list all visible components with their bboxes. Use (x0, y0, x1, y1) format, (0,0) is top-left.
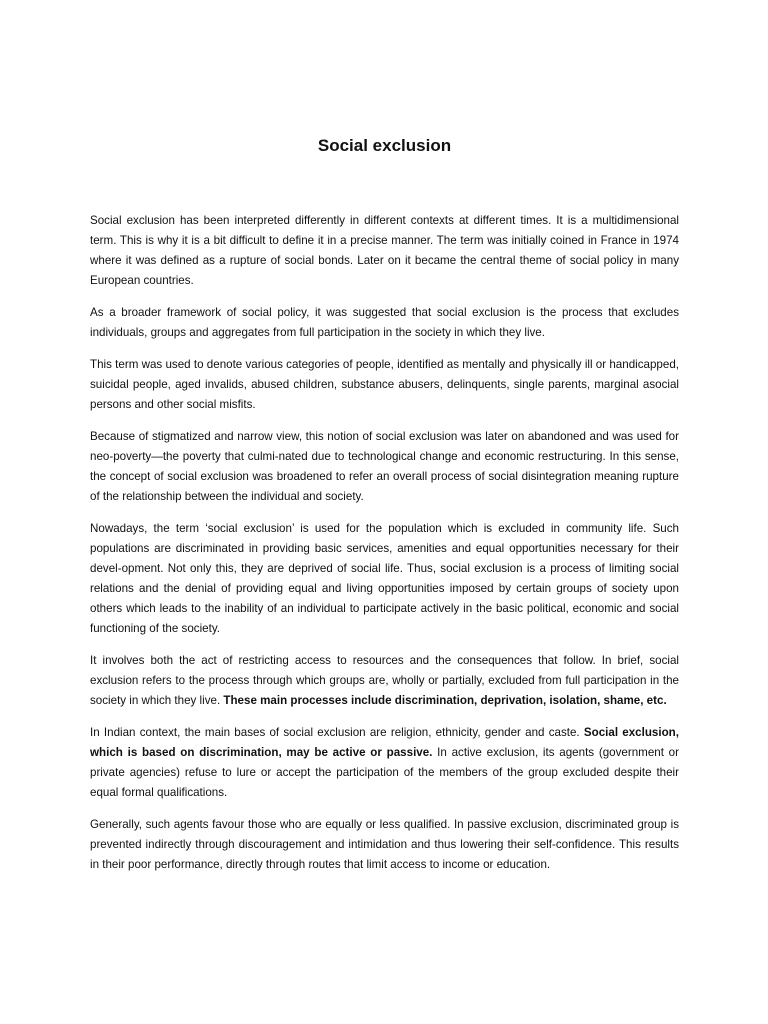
document-body (90, 211, 679, 875)
text-segment: In Indian context, the main bases of social exclusion are religion, ethnicity, gender and caste. (90, 726, 584, 739)
paragraph (90, 211, 679, 291)
text-segment: Social exclusion has been interpreted differently in different contexts at different times. It is a multidimensional term. This is why it is a bit difficult to define it in a precise manner. The term was initially coined in France in 1974 where it was defined as a rupture of social bonds. Later on it became the central theme of social policy in many European countries. (90, 214, 679, 287)
paragraph (90, 723, 679, 803)
paragraph (90, 815, 679, 875)
document-title: Social exclusion (317, 136, 452, 155)
paragraph (90, 427, 679, 507)
paragraph (90, 519, 679, 639)
bold-text-segment: Social exclusion, which is based on discrimination, may be active or passive. (90, 726, 679, 759)
paragraph (90, 355, 679, 415)
bold-text-segment: These main processes include discrimination, deprivation, isolation, shame, etc. (223, 694, 667, 707)
text-segment: As a broader framework of social policy, it was suggested that social exclusion is the process that excludes individuals, groups and aggregates from full participation in the society in which they live. (90, 306, 679, 339)
document-page (90, 134, 679, 887)
text-segment: Nowadays, the term ‘social exclusion’ is used for the population which is excluded in community life. Such populations are discriminated in providing basic services, amenities and equal opportunities necessary for their devel-opment. Not only this, they are deprived of social life. Thus, social exclusion is a process of limiting social relations and the denial of providing equal and living opportunities imposed by certain groups of society upon others which leads to the inability of an individual to participate actively in the basic political, economic and social functioning of the society. (90, 522, 679, 635)
paragraph (90, 651, 679, 711)
text-segment: This term was used to denote various categories of people, identified as mentally and physically ill or handicapped, suicidal people, aged invalids, abused children, substance abusers, delinquents, single parents, marginal asocial persons and other social misfits. (90, 358, 679, 411)
text-segment: It involves both the act of restricting access to resources and the consequences that follow. In brief, social exclusion refers to the process through which groups are, wholly or partially, excluded from full participation in the society in which they live. (90, 654, 679, 707)
text-segment: In active exclusion, its agents (government or private agencies) refuse to lure or accept the participation of the members of the group excluded despite their equal formal qualifications. (90, 746, 679, 799)
paragraph (90, 303, 679, 343)
text-segment: Because of stigmatized and narrow view, this notion of social exclusion was later on abandoned and was used for neo-poverty—the poverty that culmi-nated due to technological change and economic restructuring. In this sense, the concept of social exclusion was broadened to refer an overall process of social disintegration meaning rupture of the relationship between the individual and society. (90, 430, 679, 503)
text-segment: Generally, such agents favour those who are equally or less qualified. In passive exclusion, discriminated group is prevented indirectly through discouragement and intimidation and thus lowering their self-confidence. This results in their poor performance, directly through routes that limit access to income or education. (90, 818, 679, 871)
